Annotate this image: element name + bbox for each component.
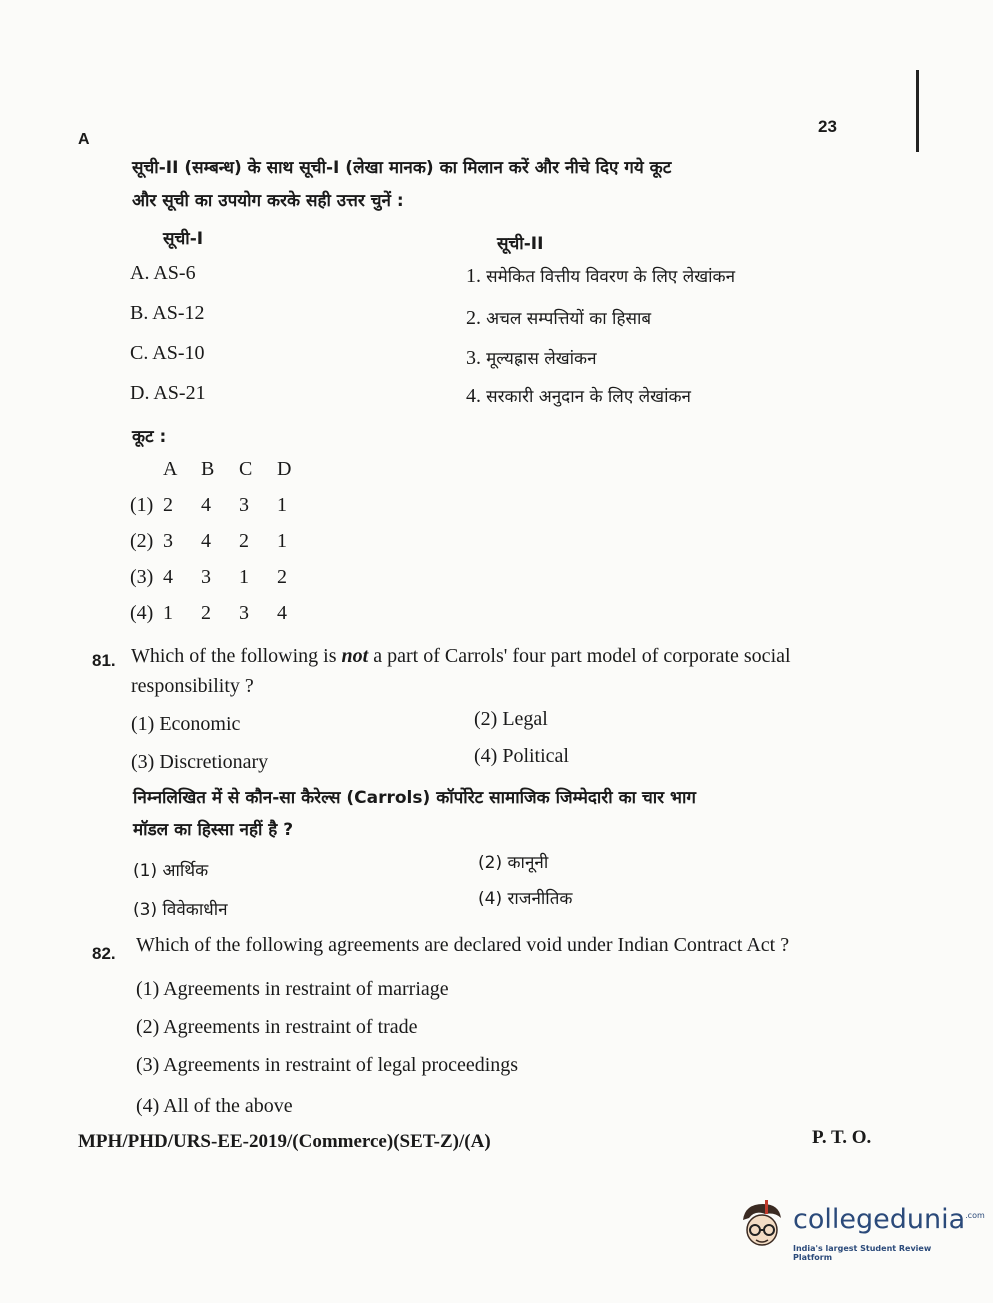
list2-item: 1. समेकित वित्तीय विवरण के लिए लेखांकन xyxy=(466,265,736,287)
page-number: 23 xyxy=(818,117,837,136)
q81-hindi-option: (2) कानूनी xyxy=(478,853,549,873)
list1-item: D. AS-21 xyxy=(130,382,206,404)
code-header-row: A B C D xyxy=(163,458,292,480)
q81-hindi-option: (3) विवेकाधीन xyxy=(133,900,228,920)
list2-item: 3. मूल्यह्रास लेखांकन xyxy=(466,347,597,369)
brand-tagline: India's largest Student Review Platform xyxy=(793,1244,932,1262)
q81-hindi-line-2: मॉडल का हिस्सा नहीं है ? xyxy=(133,820,294,840)
q81-option: (2) Legal xyxy=(474,708,548,730)
list1-item: A. AS-6 xyxy=(130,262,196,284)
list1-item: B. AS-12 xyxy=(130,302,205,324)
q82-option: (1) Agreements in restraint of marriage xyxy=(136,978,449,1000)
q82-option: (4) All of the above xyxy=(136,1095,293,1117)
set-letter: A xyxy=(78,131,90,148)
q82-option: (3) Agreements in restraint of legal proceedings xyxy=(136,1054,519,1076)
q81-text-line-1: Which of the following is not a part of Carrols' four part model of corporate social xyxy=(131,645,791,667)
footer-pto: P. T. O. xyxy=(812,1127,872,1148)
question-number-82: 82. xyxy=(92,944,116,963)
margin-line xyxy=(916,70,919,152)
list2-item: 2. अचल सम्पत्तियों का हिसाब xyxy=(466,307,652,329)
q81-text-line-2: responsibility ? xyxy=(131,675,254,697)
question-number-81: 81. xyxy=(92,651,116,670)
student-mascot-icon xyxy=(735,1198,789,1256)
q81-hindi-option: (4) राजनीतिक xyxy=(478,889,573,909)
instruction-line-2: और सूची का उपयोग करके सही उत्तर चुनें : xyxy=(132,191,404,211)
code-row: (3) 4 3 1 2 xyxy=(130,566,287,588)
code-row: (4) 1 2 3 4 xyxy=(130,602,287,624)
list1-item: C. AS-10 xyxy=(130,342,205,364)
list1-title: सूची-I xyxy=(163,229,204,249)
code-row: (1) 2 4 3 1 xyxy=(130,494,287,516)
q81-option: (1) Economic xyxy=(131,713,241,735)
q82-text: Which of the following agreements are declared void under Indian Contract Act ? xyxy=(136,934,790,956)
list2-item: 4. सरकारी अनुदान के लिए लेखांकन xyxy=(466,385,691,407)
q81-option: (4) Political xyxy=(474,745,569,767)
q81-hindi-option: (1) आर्थिक xyxy=(133,861,209,881)
q81-option: (3) Discretionary xyxy=(131,751,269,773)
instruction-line-1: सूची-II (सम्बन्ध) के साथ सूची-I (लेखा मानक) का मिलान करें और नीचे दिए गये कूट xyxy=(132,158,672,178)
footer-code: MPH/PHD/URS-EE-2019/(Commerce)(SET-Z)/(A) xyxy=(78,1131,491,1152)
collegedunia-logo xyxy=(735,1198,985,1262)
brand-name: collegedunia$^{.com}$ xyxy=(793,1204,985,1235)
q82-option: (2) Agreements in restraint of trade xyxy=(136,1016,418,1038)
code-row: (2) 3 4 2 1 xyxy=(130,530,287,552)
list2-title: सूची-II xyxy=(497,234,544,254)
q81-hindi-line-1: निम्नलिखित में से कौन-सा कैरेल्स (Carrols) कॉर्पोरेट सामाजिक जिम्मेदारी का चार भाग xyxy=(133,788,696,808)
code-title: कूट : xyxy=(132,427,167,447)
